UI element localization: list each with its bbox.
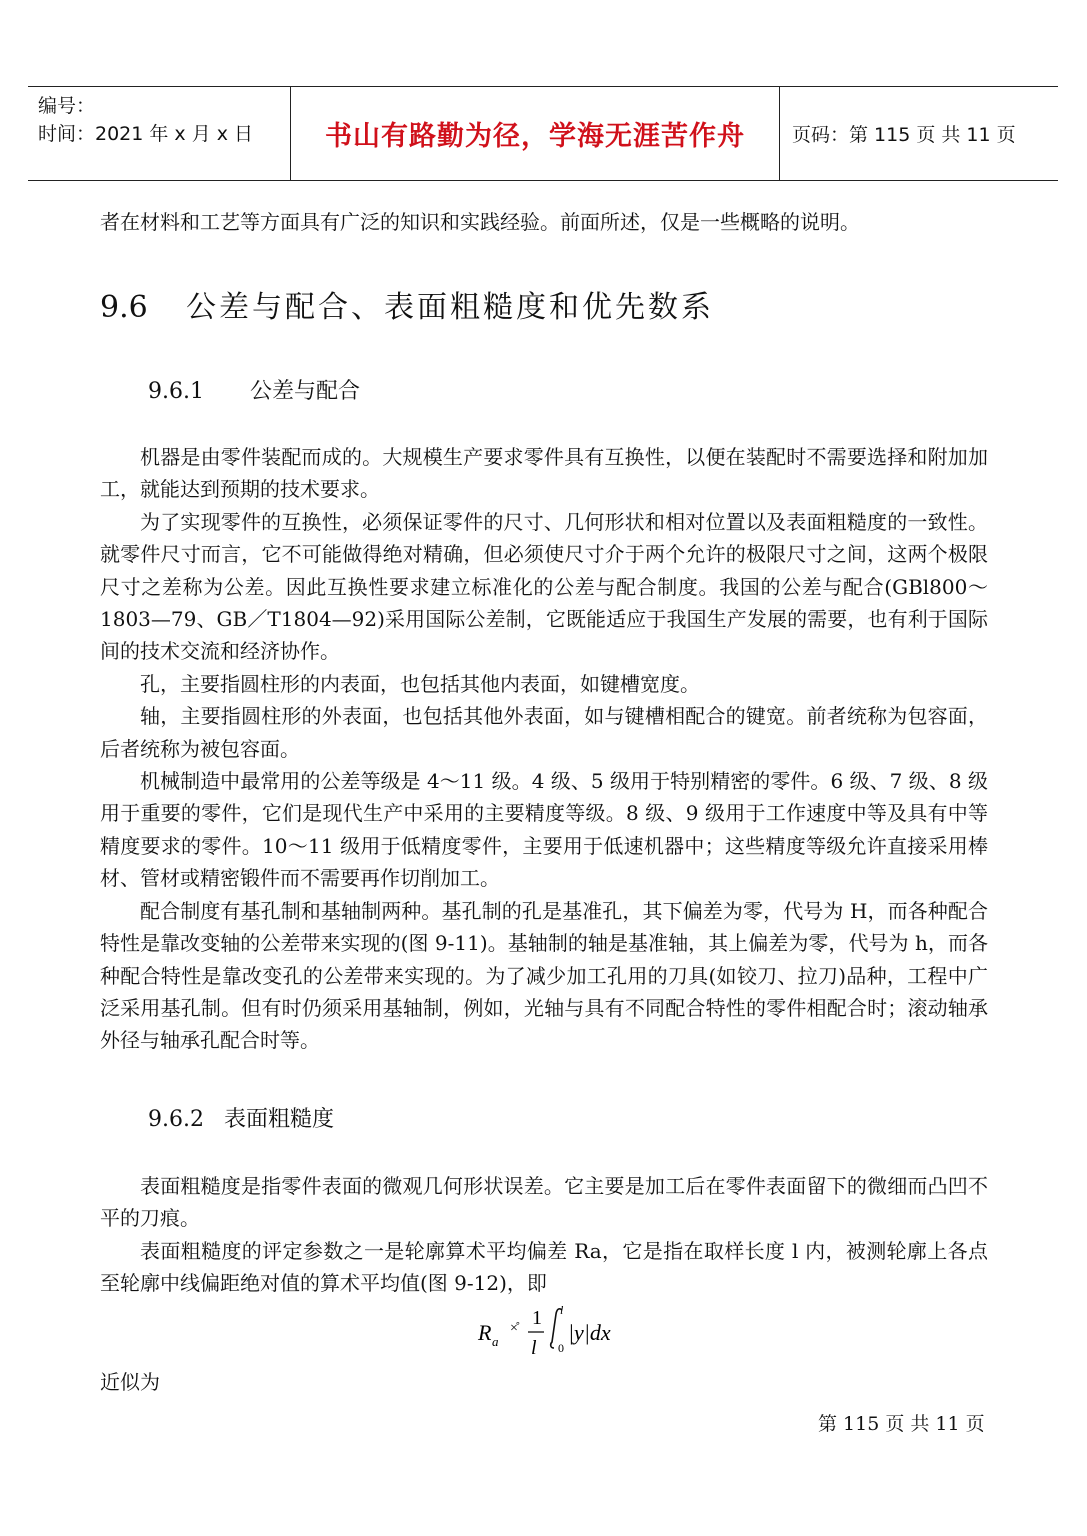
formula-frac-den: l <box>531 1337 537 1359</box>
ra-formula <box>472 1300 632 1370</box>
paragraph: 配合制度有基孔制和基轴制两种。基孔制的孔是基准孔，其下偏差为零，代号为 H，而各种配合特性是靠改变轴的公差带来实现的(图 9-11)。基轴制的轴是基准轴，其上偏差为零，代号为 h，而各种配合特性是靠改变孔的公差带来实现的。为了减少加工孔用的刀具(如铰刀、拉刀)品种，工程中广泛采用基孔制。但有时仍须采用基轴制，例如，光轴与具有不同配合特性的零件相配合时；滚动轴承外径与轴承孔配合时等。 <box>100 898 988 1053</box>
subsection-title-2: 表面粗糙度 <box>224 1107 335 1132</box>
page-info: 页码：第 115 页 共 11 页 <box>792 124 1016 146</box>
paragraph: 孔，主要指圆柱形的内表面，也包括其他内表面，如键槽宽度。 <box>140 671 700 696</box>
paragraph: 为了实现零件的互换性，必须保证零件的尺寸、几何形状和相对位置以及表面粗糙度的一致性。就零件尺寸而言，它不可能做得绝对精确，但必须使尺寸介于两个允许的极限尺寸之间，这两个极限尺寸之差称为公差。因此互换性要求建立标准化的公差与配合制度。我国的公差与配合(GBl800～1803—79、GB／T1804—92)采用国际公差制，它既能适应于我国生产发展的需要，也有利于国际间的技术交流和经济协作。 <box>100 509 988 664</box>
subsection-number-1: 9.6.1 <box>148 379 204 404</box>
section-heading <box>100 282 714 326</box>
header-motto-cell <box>291 87 780 180</box>
subsection-title-1: 公差与配合 <box>250 379 361 404</box>
motto: 书山有路勤为径，学海无涯苦作舟 <box>325 121 745 152</box>
page-footer: 第 115 页 共 11 页 <box>818 1413 985 1435</box>
formula-lhs-sub: a <box>492 1334 499 1349</box>
time-label: 时间：2021 年 x 月 x 日 <box>38 123 254 145</box>
number-label: 编号： <box>38 95 96 117</box>
subsection-heading-1 <box>148 374 360 405</box>
header-page-cell <box>780 87 1058 180</box>
subsection-number-2: 9.6.2 <box>148 1107 204 1132</box>
formula-frac-num: 1 <box>532 1307 542 1329</box>
formula-eq-glyph: ×̊ <box>510 1321 518 1336</box>
subsection-heading-2 <box>148 1102 334 1133</box>
document-header <box>28 86 1058 181</box>
formula-int-lower: 0 <box>558 1341 564 1355</box>
subsection-body-1 <box>100 441 988 1057</box>
header-meta-cell <box>28 87 291 180</box>
paragraph: 轴，主要指圆柱形的外表面，也包括其他外表面，如与键槽相配合的键宽。前者统称为包容面，后者统称为被包容面。 <box>100 704 988 761</box>
after-formula-text: 近似为 <box>100 1370 160 1394</box>
paragraph: 机械制造中最常用的公差等级是 4～11 级。4 级、5 级用于特别精密的零件。6 级、7 级、8 级用于重要的零件，它们是现代生产中采用的主要精度等级。8 级、9 级用于工作速度中等及具有中等精度要求的零件。10～11 级用于低精度零件，主要用于低速机器中；这些精度等级允许直接采用棒材、管材或精密锻件而不需要再作切削加工。 <box>100 769 988 891</box>
paragraph: 机器是由零件装配而成的。大规模生产要求零件具有互换性，以便在装配时不需要选择和附加加工，就能达到预期的技术要求。 <box>100 445 988 502</box>
section-title: 公差与配合、表面粗糙度和优先数系 <box>186 290 714 325</box>
formula-integrand: |y|dx <box>568 1320 611 1345</box>
subsection-body-2 <box>100 1170 988 1300</box>
formula-int-upper: l <box>560 1303 564 1317</box>
paragraph: 表面粗糙度是指零件表面的微观几何形状误差。它主要是加工后在零件表面留下的微细而凸凹不平的刀痕。 <box>100 1174 988 1231</box>
section-number: 9.6 <box>100 290 148 325</box>
paragraph: 表面粗糙度的评定参数之一是轮廓算术平均偏差 Ra，它是指在取样长度 l 内，被测轮廓上各点至轮廓中线偏距绝对值的算术平均值(图 9-12)，即 <box>100 1238 988 1296</box>
formula-lhs: R <box>478 1320 492 1345</box>
intro-line: 者在材料和工艺等方面具有广泛的知识和实践经验。前面所述，仅是一些概略的说明。 <box>100 210 860 234</box>
